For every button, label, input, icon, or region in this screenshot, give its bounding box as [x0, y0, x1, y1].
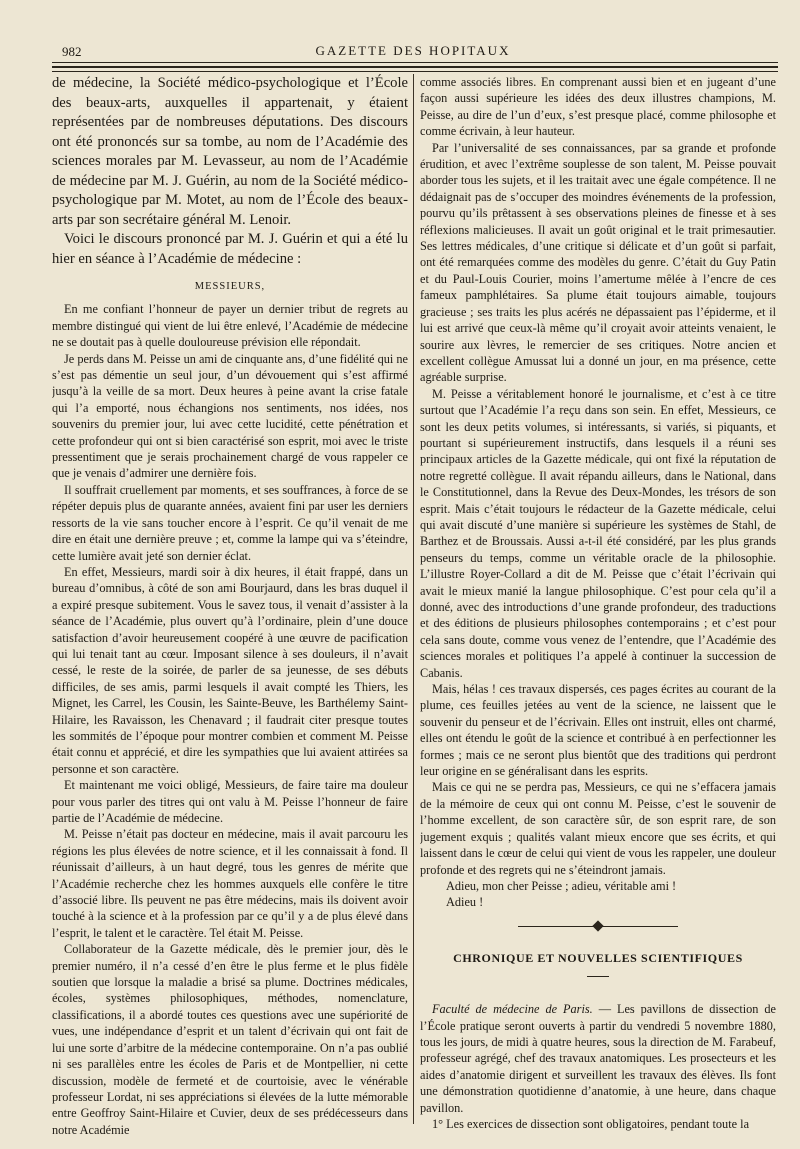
- short-rule: [587, 976, 609, 977]
- speech-paragraph: Je perds dans M. Peisse un ami de cinquante ans, d’une fidélité qui ne s’est pas démentie un seul jour, d’un dévouement qui s’est affirmé jusqu’à la veille de sa mort. Deux heures à peine avant la crise fatale qui l’a emporté, nous échangions nos sentiments, nos idées, nos souvenirs du premier jour, lui avec cette lucidité, cette pénétration et cette profondeur qui ont si bien caractérisé son esprit, moi avec le triste pressentiment que je serais prochainement chargé de vous rappeler ce que je venais d’admirer une dernière fois.: [52, 351, 408, 481]
- column-divider: [413, 74, 414, 1124]
- speech-paragraph: En me confiant l’honneur de payer un dernier tribut de regrets au membre distingué qui vient de lui être enlevé, l’Académie de médecine ne se doutait pas à quelle douloureuse prévision elle répondait.: [52, 302, 408, 350]
- section-title: CHRONIQUE ET NOUVELLES SCIENTIFIQUES: [453, 950, 743, 965]
- news-paragraph: [420, 1001, 776, 1116]
- ornamental-divider: [518, 926, 678, 937]
- closing-line: Adieu !: [446, 895, 484, 910]
- left-column: [52, 74, 408, 1136]
- header-rule-thick: [52, 66, 778, 68]
- speech-paragraph: Et maintenant me voici obligé, Messieurs, de faire taire ma douleur pour vous parler des titres qui ont valu à M. Peisse l’honneur de faire partie de l’Académie de médecine.: [52, 778, 408, 825]
- speech-paragraph: Collaborateur de la Gazette médicale, dès le premier jour, dès le premier numéro, il n’a cessé d’en être le plus ferme et le plus fidèle soutien que lorsque la maladie a brisé sa plume. Doctrines médicales, écoles, systèmes philosophiques, méthodes, nomenclature, classifications, il a abordé toutes ces questions avec une supériorité de vues, une indépendance d’esprit et un talent d’écrivain qui ont fait de lui une sorte d’arbitre de la médecine contemporaine. On n’a pas oublié ni ses parallèles entre les écoles de Paris et de Montpellier, ni cette discussion, modèle de fermeté et de courtoisie, avec le vénérable professeur Lordat, ni ses appréciations si élevées de la lutte mémorable entre Geoffroy Saint-Hilaire et Cuvier, deux de ses prédécesseurs dans notre Académie: [52, 942, 408, 1136]
- running-title: GAZETTE DES HOPITAUX: [315, 43, 511, 58]
- speech-paragraph: En effet, Messieurs, mardi soir à dix heures, il était frappé, dans un bureau d’omnibus, à côté de son ami Bourjaurd, dans les bras duquel il a expiré presque subitement. Vous le savez tous, il venait d’assister à la séance de l’Académie, plus ouvert qu’à l’ordinaire, plein d’une douce satisfaction d’avoir heureusement coopéré à une œuvre de pacification qui lui tenait tant au cœur. Imposant silence à ses douleurs, il n’avait cessé, le reste de la soirée, de parler de sa jeunesse, de ses débuts difficiles, de ses amis, parmi lesquels il avait compté les Thiers, les Mignet, les Carrel, les Cousin, les Sainte-Beuve, les Barthélemy Saint-Hilaire, les Ravaisson, les Chenavard ; il faudrait citer presque toutes les sommités de l’époque pour montrer combien et comment M. Peisse était connu et apprécié, et dire les sympathies que lui avaient attirées sa personne et son caractère.: [52, 564, 408, 776]
- closing-line: Adieu, mon cher Peisse ; adieu, véritable ami !: [446, 878, 677, 893]
- page-number: 982: [62, 44, 82, 59]
- header-rule: [52, 62, 778, 63]
- speech-paragraph: Il souffrait cruellement par moments, et ses souffrances, à force de se répéter depuis plus de quarante années, avaient fini par user les derniers ressorts de la vie sans toucher encore à l’esprit. Ce qu’il venait de me dire en était une dernière preuve ; et, comme la lampe qui va s’éteindre, cette lumière avait jeté son dernier éclat.: [52, 482, 408, 563]
- news-text: — Les pavillons de dissection de l’École pratique seront ouverts à partir du vendredi 5 novembre 1880, tous les jours, de midi à quatre heures, sous la direction de M. Farabeuf, professeur agrégé, chef des travaux anatomiques. Les prosecteurs et les aides d’anatomie dirigent et surveillent les travaux des élèves. Ils font une démonstration quotidienne d’anatomie, à une heure, dans chaque pavillon.: [420, 1002, 776, 1115]
- speech-paragraph: Mais ce qui ne se perdra pas, Messieurs, ce qui ne s’effacera jamais de la mémoire de ceux qui ont connu M. Peisse, c’est le souvenir de l’homme excellent, de son caractère sûr, de son esprit rare, de son jugement exquis ; qualités valant mieux encore que ses écrits, et qui laissent dans le cœur de celui qui vient de vous les rappeler, une douleur profonde et des regrets qui ne s’éteindront jamais.: [420, 780, 776, 877]
- header-rule-lower: [52, 71, 778, 72]
- news-item: 1° Les exercices de dissection sont obligatoires, pendant toute la: [432, 1116, 750, 1131]
- news-label: Faculté de médecine de Paris.: [432, 1002, 593, 1017]
- intro-paragraph: Voici le discours prononcé par M. J. Guérin et qui a été lu hier en séance à l’Académie de médecine :: [52, 231, 408, 267]
- lead-paragraph: de médecine, la Société médico-psychologique et l’École des beaux-arts, auxquelles il appartenait, y étaient représentées par de nombreuses députations. Des discours ont été prononcés sur sa tombe, au nom de l’Académie des sciences morales par M. Levasseur, au nom de l’Académie de médecine par M. J. Guérin, au nom de la Société médico-psychologique par M. Motet, au nom de l’École des beaux-arts par son secrétaire général M. Lenoir.: [52, 75, 408, 228]
- right-column: [420, 74, 776, 1136]
- page-header: [50, 38, 776, 60]
- diamond-ornament-icon: [592, 920, 603, 931]
- speech-paragraph: M. Peisse a véritablement honoré le journalisme, et c’est à ce titre surtout que l’Académie l’a reçu dans son sein. En effet, Messieurs, ce sont les deux petits volumes, si intéressants, si variés, si piquants, et pourtant si supérieurement instructifs, dans lesquels il a réuni ses principaux articles de la Gazette médicale, qui ont fixé la réputation de notre regretté collègue. Il avait répandu ailleurs, dans le National, dans le Constitutionnel, dans la Revue des Deux-Mondes, les trésors de son esprit. Mais c’était toujours le rédacteur de la Gazette médicale, celui qui avait discuté d’une manière si supérieure les systèmes de Stahl, de Barthez et de Broussais. Aussi a-t-il été considéré, par les plus grands penseurs du temps, comme un véritable oracle de la philosophie. L’illustre Royer-Collard a dit de M. Peisse que c’était l’écrivain qui avait le mieux manié la langue philosophique. C’est pour cela qu’il a donné, avec des introductions d’une grande profondeur, des traductions et des éditions de plusieurs philosophes contemporains ; et c’est pour cela sans doute, comme vous venez de l’entendre, que l’Académie des sciences morales et politiques l’a appelé à continuer la succession de Cabanis.: [420, 386, 776, 680]
- speech-paragraph: Par l’universalité de ses connaissances, par sa grande et profonde érudition, et avec l’extrême souplesse de son talent, M. Peisse pouvait aborder tous les sujets, et il les traitait avec une égale compétence. Il ne dédaignait pas de s’occuper des moindres événements de la profession, pourvu qu’ils prêtassent à ses observations pleines de finesse et à ses réflexions malicieuses. Il avait un goût original et le trait primesautier. Ses lettres médicales, d’une critique si délicate et d’un goût si parfait, ont été remarquées comme des modèles du genre. C’était du Guy Patin et du Paul-Louis Courier, moins l’amertume mêlée à l’encre de ces fameux pamphlétaires. Sa plume était toujours aimable, toujours gracieuse ; ses traits les plus acérés ne dépassaient pas l’épiderme, et il lui est arrivé que ceux-là même qu’il croyait avoir atteints venaient, le sourire aux lèvres, le remercier de ses critiques. Notre ancien et excellent collègue Amussat lui a donné un jour, en ma présence, cette agréable surprise.: [420, 140, 776, 385]
- salutation: MESSIEURS,: [194, 281, 266, 292]
- speech-paragraph: Mais, hélas ! ces travaux dispersés, ces pages écrites au courant de la plume, ces feuilles jetées au vent de la science, ne laissent que le souvenir du penseur et de l’écrivain. Elles ont instruit, elles ont charmé, elles ont étendu le goût de la science et contribué à en perfectionner les formes ; mais ce ne seront plus bientôt que des traditions qui perdront leur origine en se généralisant dans les esprits.: [420, 682, 776, 779]
- speech-paragraph: M. Peisse n’était pas docteur en médecine, mais il avait parcouru les régions les plus élevées de notre science, et il les connaissait à fond. Il réunissait d’ailleurs, à un haut degré, tous les genres de mérite que l’Académie recherche chez les hommes auxquels elle confère le titre d’associé libre. Ils peuvent ne pas être médecins, mais ils doivent avoir touché à la science et à la profession par ce qu’il y a de plus élevé dans l’esprit, le talent et le caractère. Tel était M. Peisse.: [52, 827, 408, 940]
- continuation-paragraph: comme associés libres. En comprenant aussi bien et en jugeant d’une façon aussi supérieure les idées des deux illustres champions, M. Peisse, au dire de l’un d’eux, s’est presque placé, comme philosophe et comme écrivain, à leur hauteur.: [420, 75, 776, 139]
